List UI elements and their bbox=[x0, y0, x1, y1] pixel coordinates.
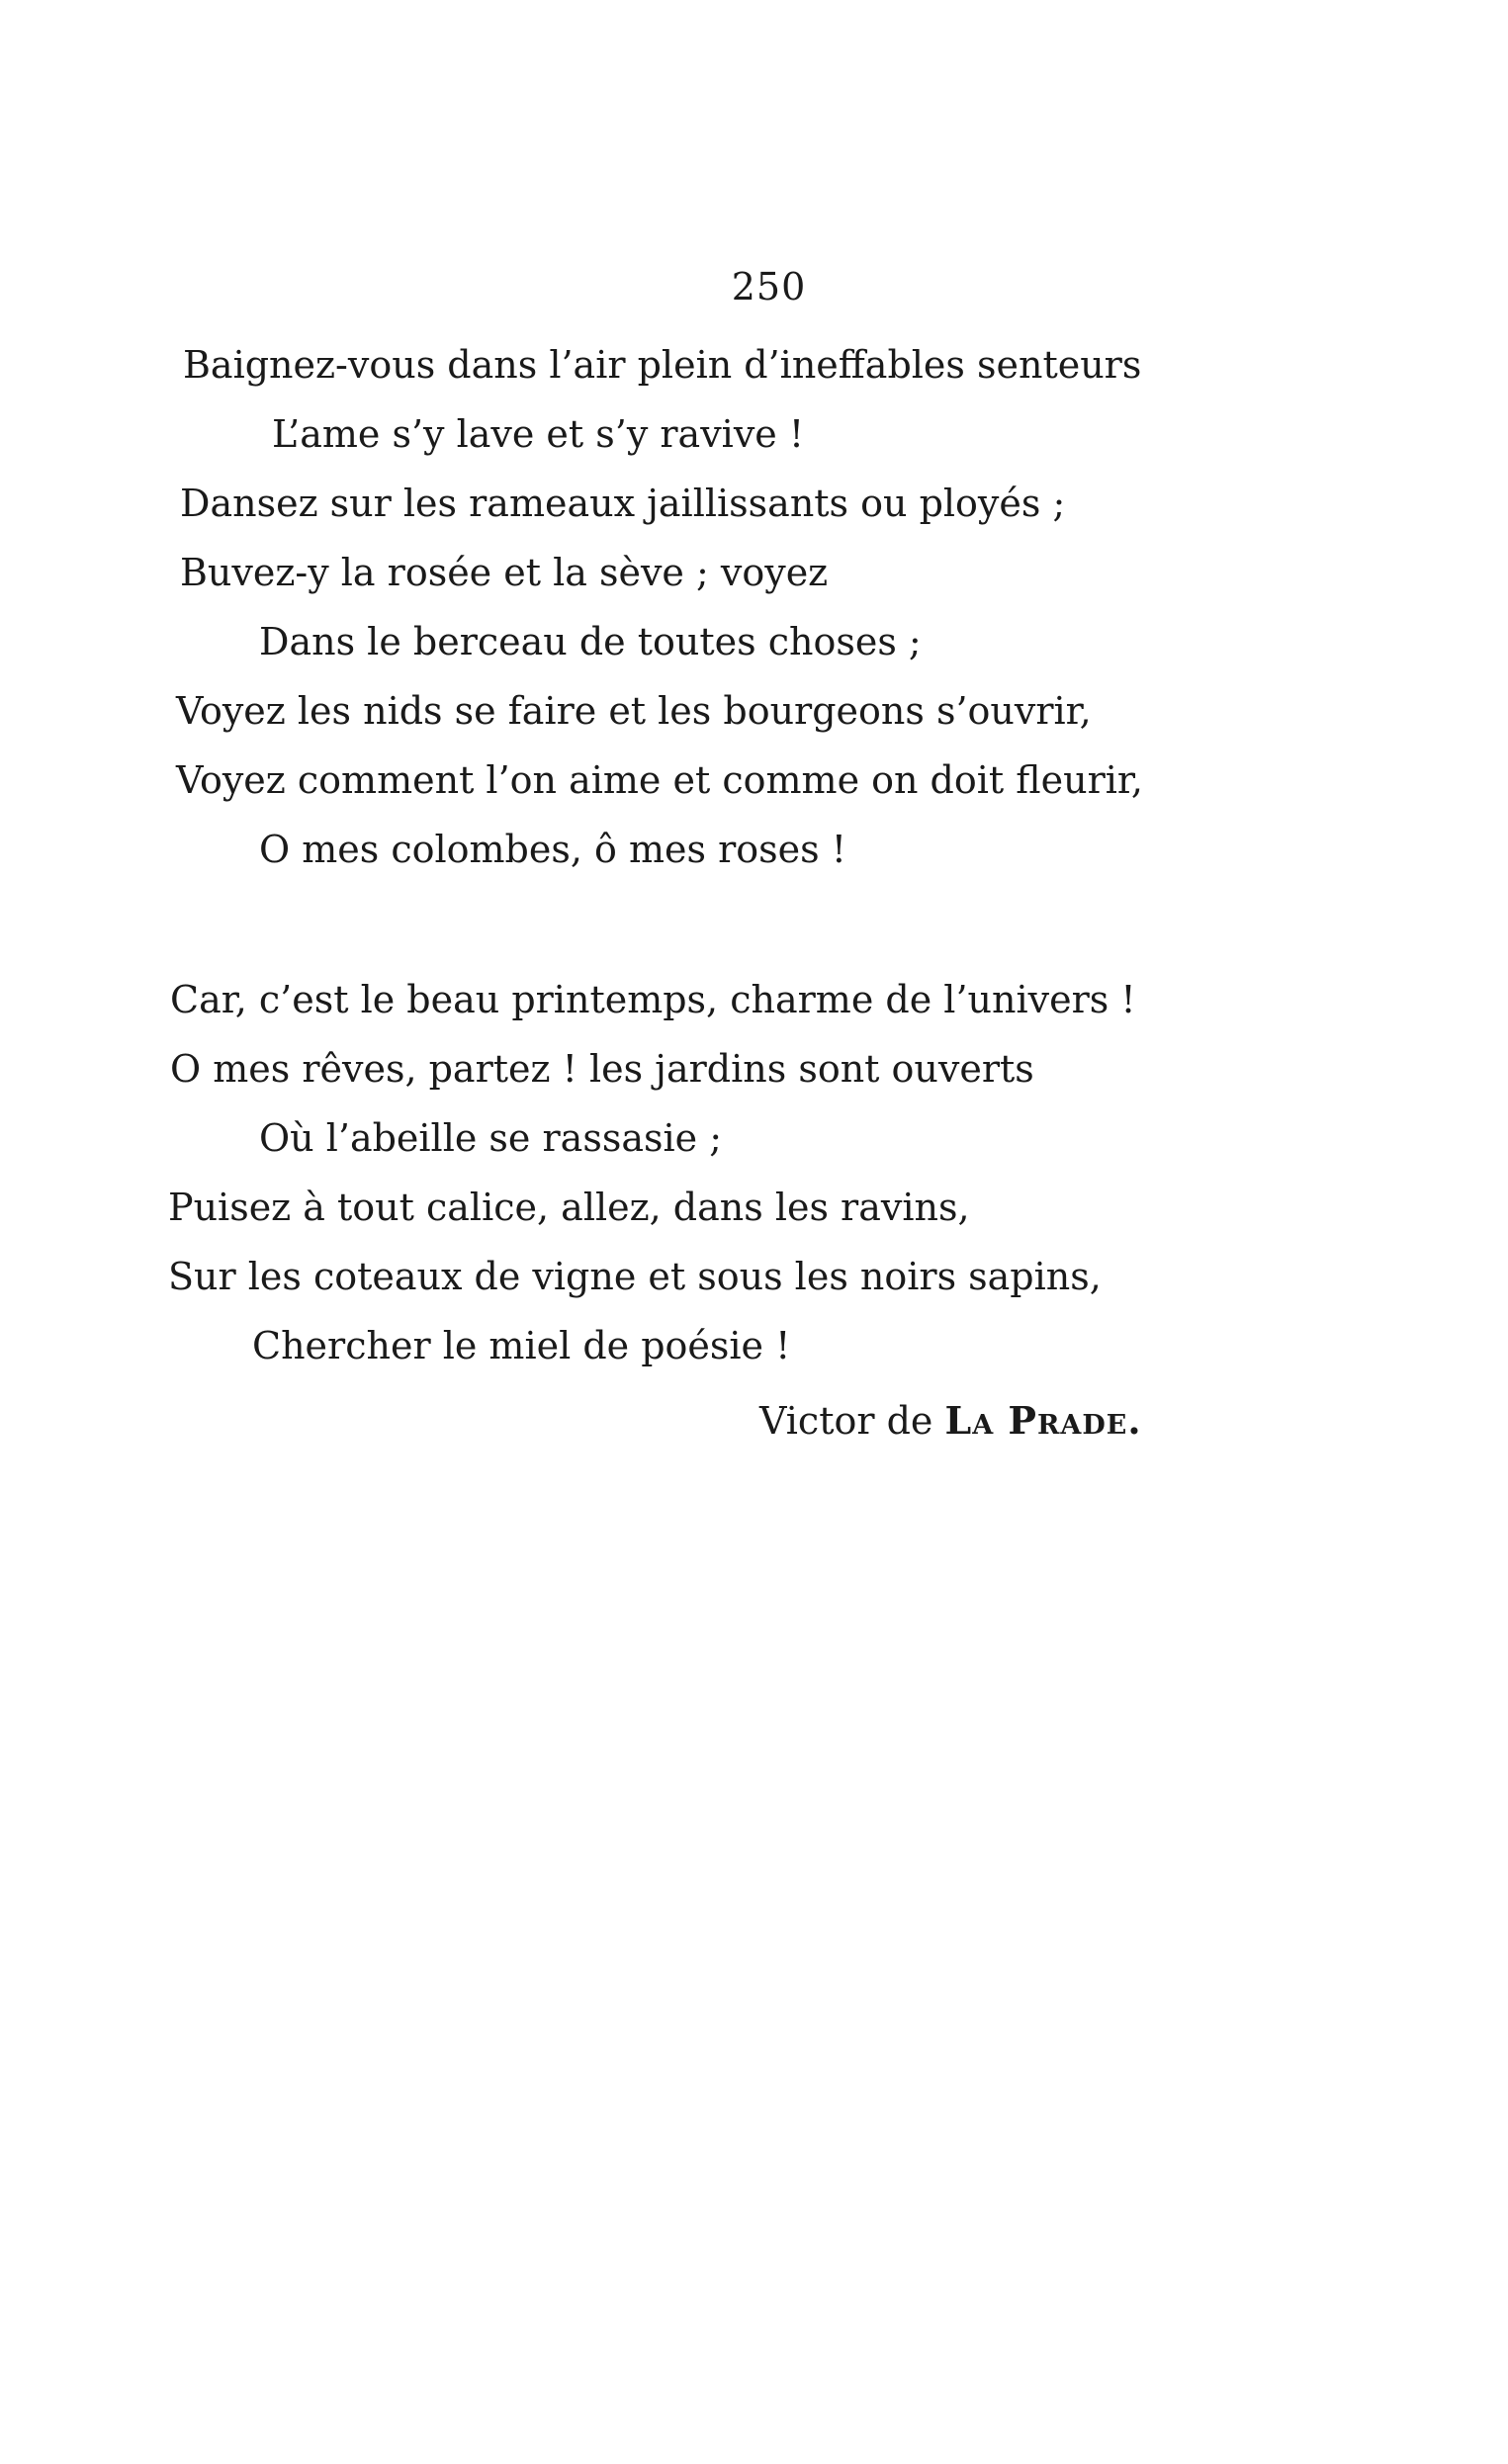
poem-line: Puisez à tout calice, allez, dans les ravins, bbox=[168, 1186, 970, 1229]
author-signature bbox=[759, 1398, 1142, 1443]
poem-line: Buvez-y la rosée et la sève ; voyez bbox=[180, 551, 829, 594]
poem-line: Où l’abeille se rassasie ; bbox=[259, 1116, 723, 1160]
poem-line: Dans le berceau de toutes choses ; bbox=[259, 620, 922, 663]
poem-line: L’ame s’y lave et s’y ravive ! bbox=[272, 412, 805, 456]
poem-line: Voyez comment l’on aime et comme on doit fleurir, bbox=[176, 758, 1143, 802]
poem-line: Baignez-vous dans l’air plein d’ineffables senteurs bbox=[183, 343, 1142, 387]
poem-line: Car, c’est le beau printemps, charme de l’univers ! bbox=[170, 978, 1136, 1021]
poem-line: O mes colombes, ô mes roses ! bbox=[259, 828, 846, 871]
poem-line: Voyez les nids se faire et les bourgeons s’ouvrir, bbox=[176, 689, 1092, 733]
poem-line: Sur les coteaux de vigne et sous les noirs sapins, bbox=[168, 1255, 1102, 1298]
poem-line: O mes rêves, partez ! les jardins sont ouverts bbox=[170, 1047, 1034, 1091]
signature-surname: La Prade. bbox=[944, 1398, 1142, 1443]
poem-line: Dansez sur les rameaux jaillissants ou ployés ; bbox=[180, 482, 1066, 525]
page-number: 250 bbox=[731, 265, 807, 308]
signature-prefix: Victor de bbox=[759, 1399, 945, 1443]
poem-line: Chercher le miel de poésie ! bbox=[252, 1324, 791, 1367]
